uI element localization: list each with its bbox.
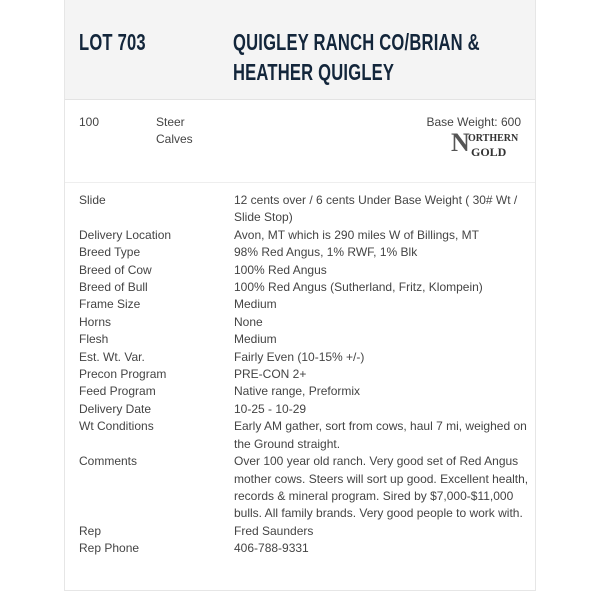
detail-value: 406-788-9331 <box>234 541 309 556</box>
details-list <box>79 192 529 558</box>
detail-row <box>79 349 529 366</box>
lot-header <box>65 0 535 100</box>
detail-value: 100% Red Angus (Sutherland, Fritz, Klompein) <box>234 280 483 295</box>
northern-gold-logo: N ORTHERN GOLD <box>451 128 519 159</box>
detail-label: Breed Type <box>79 245 141 260</box>
detail-label: Feed Program <box>79 384 156 399</box>
detail-row <box>79 453 529 523</box>
detail-label: Delivery Location <box>79 227 172 242</box>
cattle-type: Steer Calves <box>156 115 193 147</box>
detail-row <box>79 331 529 348</box>
detail-value: Avon, MT which is 290 miles W of Billings, MT <box>234 227 479 242</box>
detail-label: Flesh <box>79 332 109 347</box>
detail-row <box>79 296 529 313</box>
detail-value: 12 cents over / 6 cents Under Base Weight ( 30# Wt / Slide Stop) <box>234 193 518 225</box>
detail-row <box>79 383 529 400</box>
detail-value: Medium <box>234 332 277 347</box>
head-count: 100 <box>79 115 100 129</box>
detail-value: Fred Saunders <box>234 523 314 538</box>
detail-label: Est. Wt. Var. <box>79 349 145 364</box>
divider <box>65 182 535 183</box>
detail-label: Comments <box>79 454 138 469</box>
detail-row <box>79 523 529 540</box>
lot-card <box>64 0 536 591</box>
detail-label: Rep Phone <box>79 541 140 556</box>
detail-value: Native range, Preformix <box>234 384 361 399</box>
detail-value: 98% Red Angus, 1% RWF, 1% Blk <box>234 245 418 260</box>
base-weight: Base Weight: 600 <box>426 115 521 129</box>
detail-label: Wt Conditions <box>79 419 154 434</box>
detail-label: Horns <box>79 314 112 329</box>
detail-value: 100% Red Angus <box>234 262 327 277</box>
detail-label: Breed of Cow <box>79 262 152 277</box>
detail-row <box>79 418 529 453</box>
detail-value: None <box>234 314 263 329</box>
detail-value: Early AM gather, sort from cows, haul 7 mi, weighed on the Ground straight. <box>234 419 527 451</box>
detail-value: Medium <box>234 297 277 312</box>
detail-row <box>79 262 529 279</box>
detail-row <box>79 279 529 296</box>
consignor-name: QUIGLEY RANCH CO/BRIAN & HEATHER QUIGLEY <box>233 29 480 85</box>
detail-label: Slide <box>79 193 106 207</box>
detail-value: Over 100 year old ranch. Very good set of Red Angus mother cows. Steers will sort up good. Excellent health, records & mineral program. Sired by $7,000-$11,000 bulls. All family brands. Very good people to work with. <box>234 454 529 521</box>
detail-row <box>79 244 529 261</box>
detail-value: PRE-CON 2+ <box>234 367 307 382</box>
detail-label: Delivery Date <box>79 401 152 416</box>
detail-label: Precon Program <box>79 367 167 382</box>
lot-number: LOT 703 <box>79 29 146 55</box>
detail-value: 10-25 - 10-29 <box>234 401 307 416</box>
detail-label: Frame Size <box>79 297 141 312</box>
detail-row <box>79 192 529 227</box>
detail-row <box>79 366 529 383</box>
detail-value: Fairly Even (10-15% +/-) <box>234 349 365 364</box>
detail-label: Breed of Bull <box>79 280 148 295</box>
detail-row <box>79 401 529 418</box>
detail-row <box>79 314 529 331</box>
detail-row <box>79 227 529 244</box>
detail-row <box>79 540 529 557</box>
detail-label: Rep <box>79 523 102 538</box>
